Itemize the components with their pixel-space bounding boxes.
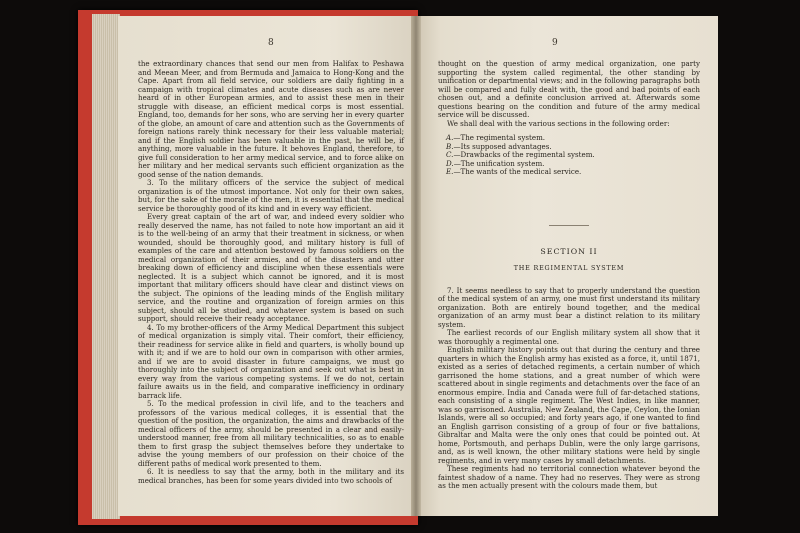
paragraph: 4. To my brother-officers of the Army Medical Department this subject of medical organization is simply vital. Their comfort, their efficiency, their readiness for service alike in field and quarters, is wholly bound up with it; and if we are to hold our own in comparison with other armies, and if we are to avoid disaster in future campaigns, we must go thoroughly into the subject of organization and seek out what is best in every way from the various competing systems. If we do not, certain failure awaits us in the field, and comparative inefficiency in ordinary barrack life.	[138, 322, 404, 400]
left-page	[118, 16, 420, 516]
page-edges	[92, 14, 120, 519]
paragraph: 6. It is needless to say that the army, both in the military and its medical branches, has been for some years divided into two schools of	[138, 467, 404, 485]
list-item: A.—The regimental system.	[446, 133, 546, 142]
section-subheading: THE REGIMENTAL SYSTEM	[513, 264, 625, 273]
paragraph: English military history points out that during the century and three quarters in which the English army has existed as a force, it, until 1871, existed as a series of detached regiments, a certain number of which garrisoned the home stations, and a great number of which were scattered about in single regiments and detachments over the face of an enormous empire. India and Canada were full of far-detached stations, each consisting of a single regiment. The West Indies, in like manner, was so garrisoned. Australia, New Zealand, the Cape, Ceylon, the Ionian Islands, were all so occupied; and forty years ago, if one wanted to find an English garrison consisting of a group of four or five battalions, Gibraltar and Malta were the only ones that could be pointed out. At home, Portsmouth, and perhaps Dublin, were the only large garrisons, and, as is well known, the other military stations were held by single regiments, and in very many cases by small detachments.	[438, 345, 700, 465]
paragraph: The earliest records of our English military system all show that it was thoroughly a regimental one.	[438, 328, 700, 346]
paragraph: thought on the question of army medical organization, one party supporting the system called regimental, the other standing by unification or departmental views; and in the following paragraphs both will be compared and fully dealt with, the good and bad points of each chosen out, and a definite conclusion arrived at. Afterwards some questions bearing on the condition and future of the army medical service will be discussed.	[438, 59, 700, 119]
paragraph: Every great captain of the art of war, and indeed every soldier who really deserved the name, has not failed to note how important an aid it is to the well-being of an army that their treatment in sickness, or when wounded, should be thoroughly good, and military history is full of examples of the care and attention bestowed by famous soldiers on the medical organization of their armies, and of the disasters and utter breaking down of efficiency and discipline when these essentials were neglected. It is a subject which cannot be ignored, and it is most important that military officers should have clear and distinct views on the subject. The opinions of the leading minds of the English military service, and the routine and organization of foreign armies on this subject, should all be studied, and whatever system is based on such support, should receive their ready acceptance.	[138, 212, 404, 323]
list-item: B.—Its supposed advantages.	[446, 141, 552, 151]
right-page-body	[438, 60, 700, 491]
list-item: C.—Drawbacks of the regimental system.	[446, 150, 595, 160]
paragraph: We shall deal with the various sections in the following order:	[447, 118, 670, 128]
list-item: E.—The wants of the medical service.	[446, 167, 582, 177]
paragraph: 5. To the medical profession in civil life, and to the teachers and professors of the various medical colleges, it is essential that the question of the position, the organization, the aims and drawbacks of the medical officers of the army, should be presented in a clear and easily-understood manner, free from all military technicalities, so as to enable them to first grasp the subject themselves before they undertake to advise the young members of our profession on their choice of the different paths of medical work presented to them.	[138, 399, 404, 468]
page-number-left: 8	[268, 38, 274, 48]
book-gutter	[411, 16, 421, 516]
right-page	[416, 16, 718, 516]
section-order-list	[446, 134, 700, 177]
paragraph: These regiments had no territorial connection whatever beyond the faintest shadow of a name. They had no reserves. They were as strong as the men actually present with the colours made them, but	[438, 464, 700, 491]
paragraph: 3. To the military officers of the service the subject of medical organization is of the utmost importance. Not only for their own sakes, but, for the sake of the morale of the men, it is essential that the medical service be thoroughly good of its kind and in every way efficient.	[138, 178, 404, 213]
paragraph: 7. It seems needless to say that to properly understand the question of the medical system of an army, one must first understand its military organization. Both are entirely bound together, and the medical organization of an army must bear a distinct relation to its military system.	[438, 285, 700, 329]
left-page-body	[138, 60, 404, 485]
list-item: D.—The unification system.	[446, 158, 545, 168]
paragraph: the extraordinary chances that send our men from Halifax to Peshawa and Meean Meer, and from Bermuda and Jamaica to Hong-Kong and the Cape. Apart from all field service, our soldiers are daily fighting in a campaign with tropical climates and acute diseases such as are never heard of in other European armies, and to assist these men in their struggle with disease, an efficient medical corps is most essential. England, too, demands for her sons, who are serving her in every quarter of the globe, an amount of care and attention such as the Governments of foreign nations rarely think necessary for their less valuable material; and if the English soldier has been valuable in the past, he will be, if anything, more valuable in the future. It behoves England, therefore, to give full consideration to her army medical service, and to force alike on her military and her medical servants such efficient organization as the good sense of the nation demands.	[138, 59, 404, 179]
page-number-right: 9	[552, 38, 558, 48]
divider	[549, 225, 589, 226]
section-heading: SECTION II	[540, 246, 598, 256]
